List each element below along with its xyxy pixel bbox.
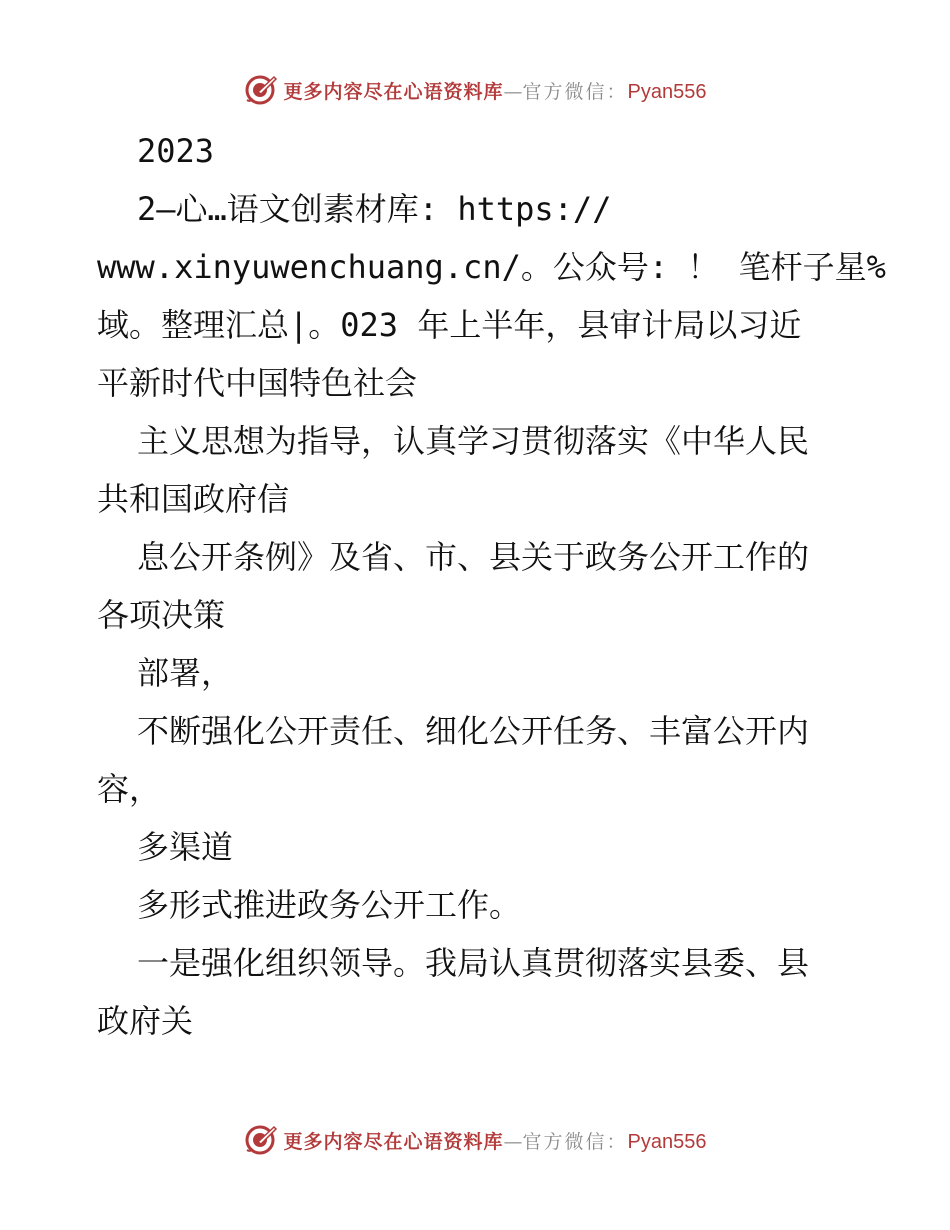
body-line: 多形式推进政务公开工作。 xyxy=(137,886,522,924)
header-wechat-label: 官方微信： xyxy=(522,80,628,103)
body-line: www.xinyuwenchuang.cn/。公众号: ！ 笔杆子星% xyxy=(97,248,886,286)
body-line: 2—心…语文创素材库: https:// xyxy=(137,190,612,228)
body-line: 平新时代中国特色社会 xyxy=(97,364,418,402)
pen-nib-logo-icon xyxy=(244,73,278,107)
body-line: 主义思想为指导，认真学习贯彻落实《中华人民 xyxy=(137,422,810,460)
header-separator: — xyxy=(503,80,523,103)
footer-banner-text xyxy=(284,1127,707,1154)
document-body xyxy=(97,122,886,1050)
body-line: 息公开条例》及省、市、县关于政务公开工作的 xyxy=(137,538,810,576)
body-line: 政府关 xyxy=(97,1002,194,1040)
body-line: 2023 xyxy=(137,132,215,170)
header-banner xyxy=(0,70,950,110)
footer-site-text: 更多内容尽在心语资料库 xyxy=(283,1130,504,1153)
footer-wechat-handle: Pyan556 xyxy=(627,1130,707,1153)
footer-wechat-label: 官方微信： xyxy=(522,1130,628,1153)
header-wechat-handle: Pyan556 xyxy=(627,80,707,103)
body-line: 共和国政府信 xyxy=(97,480,290,518)
header-site-text: 更多内容尽在心语资料库 xyxy=(283,80,504,103)
body-line: 一是强化组织领导。我局认真贯彻落实县委、县 xyxy=(137,944,810,982)
footer-banner xyxy=(0,1120,950,1160)
pen-nib-logo-icon xyxy=(244,1123,278,1157)
body-line: 部署， xyxy=(137,654,234,692)
body-line: 多渠道 xyxy=(137,828,234,866)
footer-separator: — xyxy=(503,1130,523,1153)
body-line: 各项决策 xyxy=(97,596,226,634)
body-line: 容， xyxy=(97,770,162,808)
body-line: 不断强化公开责任、细化公开任务、丰富公开内 xyxy=(137,712,810,750)
body-line: 域。整理汇总|。023 年上半年，县审计局以习近 xyxy=(97,306,802,344)
header-banner-text xyxy=(284,77,707,104)
